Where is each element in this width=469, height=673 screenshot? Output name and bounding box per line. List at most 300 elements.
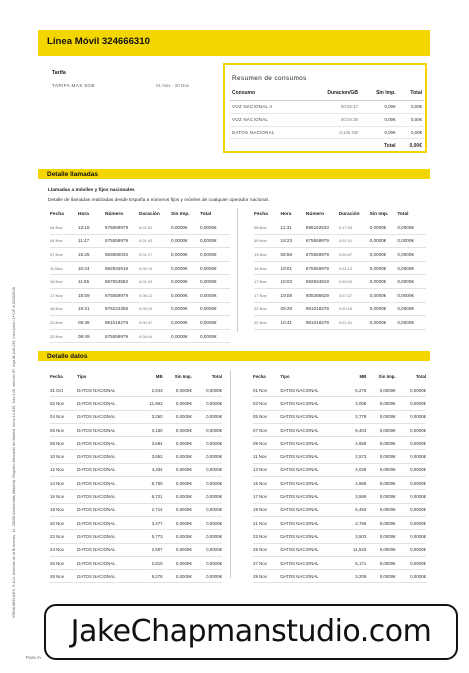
data-cell: 0,0000€: [396, 410, 426, 423]
call-cell: 0,0000€: [397, 275, 426, 289]
data-cell: 0,0000€: [366, 477, 395, 490]
data-cell: 0,0000€: [163, 543, 192, 556]
data-cell: 04 Nov: [50, 410, 77, 423]
call-cell: 04 Nov: [50, 221, 78, 234]
call-cell: 687653582: [105, 275, 139, 289]
data-row: [50, 530, 222, 543]
llamadas-section-title: Detalle llamadas: [47, 170, 98, 178]
data-cell: 05 Nov: [253, 410, 280, 423]
call-cell: 07 Nov: [50, 248, 78, 262]
data-cell: 0,0000€: [396, 477, 426, 490]
data-cell: DATOS NACIONAL: [280, 397, 336, 410]
data-cell: 3,684: [132, 437, 162, 450]
data-cell: DATOS NACIONAL: [280, 490, 336, 503]
data-cell: 0,0000€: [366, 410, 395, 423]
data-cell: 02 Nov: [50, 397, 77, 410]
data-cell: 0,0000€: [163, 477, 192, 490]
data-cell: 0,0000€: [192, 516, 222, 529]
call-cell: 0,0000€: [370, 248, 398, 262]
resumen-cell: 0,00€: [398, 113, 424, 126]
call-cell: 09:36: [78, 316, 105, 330]
call-cell: 14 Nov: [254, 261, 281, 275]
data-cell: 12 Nov: [50, 463, 77, 476]
call-cell: 675224358: [105, 302, 139, 316]
data-cell: DATOS NACIONAL: [280, 463, 336, 476]
call-cell: 18:03: [281, 275, 306, 289]
data-cell: 0,0000€: [366, 543, 395, 556]
data-cell: 6,493: [336, 503, 366, 516]
data-cell: 0,0000€: [163, 423, 192, 436]
data-cell: 0,0000€: [396, 516, 426, 529]
call-cell: 11 Nov: [50, 261, 78, 275]
llamadas-subtitle: Llamadas a móviles y fijos nacionales: [48, 188, 135, 193]
data-row: [253, 423, 426, 436]
data-row: [253, 556, 426, 569]
call-cell: 08:56: [281, 248, 306, 262]
data-cell: 3,150: [132, 423, 162, 436]
call-cell: 09 Nov: [254, 234, 281, 248]
data-row: [253, 516, 426, 529]
call-row: [254, 316, 426, 330]
call-cell: 0,0000€: [171, 275, 200, 289]
data-cell: 29 Nov: [253, 570, 280, 583]
call-cell: 0:01:13: [339, 261, 370, 275]
call-cell: 675559979: [306, 248, 339, 262]
call-cell: 675559979: [105, 329, 139, 343]
data-cell: 4,029: [336, 463, 366, 476]
data-row: [50, 543, 222, 556]
data-cell: 28 Nov: [50, 570, 77, 583]
data-cell: 0,0000€: [192, 477, 222, 490]
call-cell: 04 Nov: [50, 234, 78, 248]
data-row: [253, 437, 426, 450]
data-cell: 0,0000€: [192, 437, 222, 450]
data-col-header: Sin Imp.: [174, 373, 192, 379]
data-row: [253, 410, 426, 423]
call-row: [50, 329, 230, 343]
call-cell: 22 Nov: [254, 316, 281, 330]
call-cell: 0,0000€: [370, 302, 398, 316]
data-cell: 21 Nov: [253, 516, 280, 529]
data-cell: 3,652: [132, 450, 162, 463]
call-cell: 0,0000€: [370, 275, 398, 289]
call-cell: 0:01:17: [139, 248, 171, 262]
call-row: [50, 302, 230, 316]
data-cell: 0,0000€: [192, 530, 222, 543]
data-row: [50, 556, 222, 569]
call-cell: 22 Nov: [50, 329, 78, 343]
call-cell: 0,0000€: [200, 302, 230, 316]
data-cell: 0,0000€: [163, 384, 192, 397]
data-cell: 3,008: [336, 397, 366, 410]
data-cell: 5,773: [132, 530, 162, 543]
data-cell: 4,334: [132, 463, 162, 476]
data-row: [50, 477, 222, 490]
call-cell: 22 Nov: [254, 302, 281, 316]
call-cell: 692934919: [105, 261, 139, 275]
call-row: [50, 275, 230, 289]
data-cell: 0,0000€: [163, 450, 192, 463]
call-row: [50, 248, 230, 262]
data-cell: DATOS NACIONAL: [280, 450, 336, 463]
data-cell: 03 Nov: [253, 397, 280, 410]
data-cell: 11 Nov: [253, 450, 280, 463]
resumen-row: [230, 113, 424, 126]
data-cell: 0,0000€: [192, 397, 222, 410]
data-cell: 0,0000€: [163, 556, 192, 569]
call-row: [254, 221, 426, 234]
data-col-header: Sin Imp.: [378, 373, 396, 379]
data-col-header: Fecha: [253, 373, 266, 379]
call-cell: 0:04:44: [139, 329, 171, 343]
call-cell: 0,0000€: [200, 288, 230, 302]
data-col-header: Fecha: [50, 373, 63, 379]
llamadas-description: Detalle de llamadas realizadas desde España a números fijos y móviles de cualquier operador nacional.: [48, 198, 270, 203]
data-col-header: Tipo: [280, 373, 290, 379]
legal-side-note: VIENA MOVILES, S.A.U. Avenida de la Brisneras, 14, 28108 Alcobendas (Madrid). Registro Mercantil de Madrid, tomo 14.835, folio 145, sección 8ª, hoja M-246.235, inscripción 1ª CIF A-82528548: [12, 287, 16, 618]
data-cell: 0,0000€: [366, 423, 395, 436]
call-cell: 0:00:19: [139, 261, 171, 275]
data-cell: DATOS NACIONAL: [280, 384, 336, 397]
datos-section-title: Detalle datos: [47, 352, 88, 360]
calls-col-header: Total: [397, 211, 409, 217]
resumen-cell: 0,00€: [360, 113, 398, 126]
data-row: [253, 397, 426, 410]
call-cell: 605395629: [306, 288, 339, 302]
call-row: [254, 234, 426, 248]
calls-header-row: [50, 207, 230, 221]
call-cell: 0,0000€: [171, 302, 200, 316]
resumen-table: [230, 87, 424, 152]
data-row: [253, 450, 426, 463]
resumen-row: [230, 101, 424, 114]
call-cell: 0,0000€: [370, 316, 398, 330]
data-cell: 18 Nov: [50, 503, 77, 516]
calls-col-header: Sin Imp.: [369, 211, 389, 217]
data-row: [253, 490, 426, 503]
data-row: [50, 450, 222, 463]
call-cell: 0:00:37: [139, 316, 171, 330]
call-cell: 0,0000€: [370, 221, 398, 234]
data-cell: 08 Nov: [50, 437, 77, 450]
data-cell: 19 Nov: [253, 503, 280, 516]
resumen-col-header: Consumo: [230, 87, 305, 101]
data-cell: DATOS NACIONAL: [77, 516, 132, 529]
call-cell: 0:00:23: [139, 302, 171, 316]
data-cell: 2,643: [132, 384, 162, 397]
data-row: [50, 463, 222, 476]
call-cell: 09:49: [78, 329, 105, 343]
data-cell: 0,0000€: [366, 516, 395, 529]
data-cell: DATOS NACIONAL: [77, 437, 132, 450]
call-cell: 0:00:00: [339, 275, 370, 289]
data-row: [50, 397, 222, 410]
calls-col-header: Duración: [338, 211, 360, 217]
call-cell: 0:01:31: [339, 234, 370, 248]
data-cell: 4,658: [336, 437, 366, 450]
data-cell: 6,721: [132, 490, 162, 503]
resumen-cell: 0,00€: [360, 101, 398, 114]
data-cell: 0,0000€: [192, 490, 222, 503]
call-cell: 961018278: [306, 316, 339, 330]
line-title: Línea Móvil 324666310: [47, 36, 150, 47]
calls-divider: [237, 208, 238, 332]
data-cell: 5,171: [336, 556, 366, 569]
data-cell: DATOS NACIONAL: [280, 503, 336, 516]
call-cell: 0:06:12: [139, 288, 171, 302]
watermark-text: JakeChapmanstudio.com: [70, 614, 432, 649]
data-cell: 0,0000€: [396, 384, 426, 397]
call-row: [254, 275, 426, 289]
call-row: [254, 261, 426, 275]
call-cell: 0,0000€: [397, 261, 426, 275]
data-cell: 9,278: [132, 570, 162, 583]
data-row: [253, 570, 426, 583]
call-cell: 18 Nov: [50, 302, 78, 316]
data-row: [253, 530, 426, 543]
data-row: [50, 423, 222, 436]
data-cell: 2,507: [132, 543, 162, 556]
calls-col-header: Hora: [280, 211, 292, 217]
call-row: [50, 261, 230, 275]
data-table-right: [253, 368, 426, 583]
data-cell: 0,0000€: [396, 570, 426, 583]
data-cell: 25 Nov: [253, 543, 280, 556]
data-cell: DATOS NACIONAL: [280, 570, 336, 583]
data-cell: 0,0000€: [366, 397, 395, 410]
data-cell: 22 Nov: [50, 530, 77, 543]
data-divider: [230, 370, 231, 578]
data-cell: 3,569: [336, 490, 366, 503]
call-cell: 19:08: [281, 288, 306, 302]
call-cell: 0,0000€: [397, 302, 426, 316]
data-cell: 8,760: [132, 477, 162, 490]
call-cell: 961018278: [306, 302, 339, 316]
call-cell: 17 Nov: [50, 288, 78, 302]
data-cell: 0,0000€: [163, 530, 192, 543]
call-cell: 0,0000€: [397, 316, 426, 330]
data-row: [253, 384, 426, 397]
call-cell: 0:00:57: [339, 248, 370, 262]
data-cell: DATOS NACIONAL: [77, 397, 132, 410]
resumen-cell: VOZ NACIONAL A: [230, 101, 305, 114]
data-row: [50, 570, 222, 583]
data-cell: 0,0000€: [396, 503, 426, 516]
data-cell: 31 Oct: [50, 384, 77, 397]
data-cell: 0,0000€: [396, 530, 426, 543]
data-cell: 0,0000€: [366, 490, 395, 503]
data-cell: 3,209: [336, 570, 366, 583]
calls-table-left: [50, 207, 230, 343]
call-row: [254, 288, 426, 302]
calls-header-row: [254, 207, 426, 221]
call-cell: 692934919: [306, 275, 339, 289]
call-cell: 675559979: [306, 261, 339, 275]
calls-col-header: Fecha: [50, 211, 64, 217]
data-row: [253, 463, 426, 476]
resumen-title: Resumen de consumos: [232, 75, 307, 82]
resumen-box: [223, 63, 427, 153]
call-cell: 0:07:37: [339, 288, 370, 302]
data-cell: 0,0000€: [163, 570, 192, 583]
tarifa-label: Tarifa: [52, 70, 66, 76]
data-row: [50, 384, 222, 397]
data-cell: 0,0000€: [163, 437, 192, 450]
resumen-total-label: Total: [383, 142, 396, 149]
call-cell: 0,0000€: [200, 234, 230, 248]
data-cell: DATOS NACIONAL: [77, 490, 132, 503]
call-cell: 0:01:43: [139, 234, 171, 248]
resumen-cell: 0,146 GB: [305, 126, 360, 139]
data-cell: 0,0000€: [192, 463, 222, 476]
call-cell: 11:47: [78, 234, 105, 248]
data-cell: DATOS NACIONAL: [77, 477, 132, 490]
call-row: [254, 248, 426, 262]
data-row: [50, 410, 222, 423]
data-cell: 0,0000€: [163, 516, 192, 529]
data-cell: DATOS NACIONAL: [77, 450, 132, 463]
data-cell: 26 Nov: [50, 556, 77, 569]
calls-col-header: Total: [200, 211, 212, 217]
data-cell: 0,0000€: [192, 543, 222, 556]
data-cell: 2,778: [336, 410, 366, 423]
data-cell: 09 Nov: [253, 437, 280, 450]
data-cell: DATOS NACIONAL: [280, 556, 336, 569]
call-cell: 11:31: [281, 221, 306, 234]
resumen-cell: 0,00€: [398, 126, 424, 139]
data-cell: 07 Nov: [253, 423, 280, 436]
data-cell: 0,0000€: [366, 463, 395, 476]
call-cell: 0,0000€: [171, 248, 200, 262]
call-row: [50, 288, 230, 302]
call-cell: 0,0000€: [200, 221, 230, 234]
call-cell: 695162533: [306, 221, 339, 234]
data-cell: 0,0000€: [192, 556, 222, 569]
call-cell: 06 Nov: [254, 221, 281, 234]
data-col-header: MB: [155, 373, 163, 379]
data-cell: 0,0000€: [396, 450, 426, 463]
data-cell: 11,533: [336, 543, 366, 556]
data-cell: 01 Nov: [253, 384, 280, 397]
data-cell: 0,0000€: [396, 437, 426, 450]
call-cell: 0,0000€: [397, 234, 426, 248]
data-cell: 27 Nov: [253, 556, 280, 569]
calls-col-header: Número: [305, 211, 325, 217]
call-cell: 0,0000€: [200, 275, 230, 289]
call-cell: 675559979: [105, 221, 139, 234]
data-cell: 0,0000€: [192, 384, 222, 397]
call-cell: 0,0000€: [397, 248, 426, 262]
data-cell: 0,0000€: [396, 490, 426, 503]
data-cell: 0,0000€: [163, 463, 192, 476]
resumen-cell: 0,00€: [398, 101, 424, 114]
data-cell: 0,0000€: [366, 384, 395, 397]
data-cell: 15 Nov: [253, 477, 280, 490]
data-cell: 0,0000€: [396, 543, 426, 556]
data-cell: DATOS NACIONAL: [77, 543, 132, 556]
call-cell: 19:01: [281, 261, 306, 275]
data-cell: 10 Nov: [50, 450, 77, 463]
data-cell: 0,0000€: [192, 570, 222, 583]
data-cell: DATOS NACIONAL: [77, 423, 132, 436]
resumen-total-spacer: [230, 139, 305, 152]
call-cell: 19:21: [78, 302, 105, 316]
data-cell: 0,0000€: [366, 503, 395, 516]
call-cell: 0:00:16: [339, 302, 370, 316]
data-cell: 3,503: [336, 530, 366, 543]
call-cell: 0,0000€: [397, 288, 426, 302]
data-cell: DATOS NACIONAL: [77, 384, 132, 397]
call-cell: 0,0000€: [171, 234, 200, 248]
data-row: [253, 477, 426, 490]
data-cell: 0,0000€: [396, 397, 426, 410]
data-cell: 23 Nov: [253, 530, 280, 543]
call-cell: 13 Nov: [254, 248, 281, 262]
call-cell: 18:23: [281, 234, 306, 248]
call-cell: 17 Nov: [254, 275, 281, 289]
data-cell: 3,796: [336, 516, 366, 529]
datos-section-bar: [38, 351, 430, 361]
data-row: [50, 503, 222, 516]
data-cell: 14 Nov: [50, 477, 77, 490]
call-cell: 11:55: [78, 275, 105, 289]
footer-text: Para m: [26, 655, 41, 660]
data-cell: 16 Nov: [50, 490, 77, 503]
call-cell: 0:01:43: [139, 275, 171, 289]
tarifa-period: 01 Nov - 30 Nov: [156, 83, 190, 88]
data-row: [253, 503, 426, 516]
data-row: [50, 516, 222, 529]
call-cell: 961018278: [105, 316, 139, 330]
call-cell: 0,0000€: [200, 316, 230, 330]
call-cell: 13:18: [78, 221, 105, 234]
data-cell: DATOS NACIONAL: [280, 543, 336, 556]
llamadas-section-bar: [38, 169, 430, 179]
data-cell: 0,0000€: [366, 530, 395, 543]
line-title-bar: [38, 30, 430, 56]
call-row: [50, 316, 230, 330]
data-cell: 0,0000€: [163, 410, 192, 423]
call-cell: 17 Nov: [254, 288, 281, 302]
data-cell: 0,0000€: [163, 490, 192, 503]
call-cell: 0,0000€: [370, 288, 398, 302]
data-row: [50, 437, 222, 450]
call-cell: 18:25: [78, 248, 105, 262]
resumen-cell: DATOS NACIONAL: [230, 126, 305, 139]
data-row: [253, 543, 426, 556]
data-cell: 4,868: [336, 477, 366, 490]
call-cell: 0,0000€: [171, 221, 200, 234]
call-cell: 16 Nov: [50, 275, 78, 289]
data-cell: 3,477: [132, 516, 162, 529]
call-cell: 0,0000€: [171, 288, 200, 302]
call-cell: 09:28: [281, 302, 306, 316]
call-cell: 675559979: [105, 288, 139, 302]
data-col-header: Total: [211, 373, 222, 379]
data-row: [50, 490, 222, 503]
data-cell: 2,573: [336, 450, 366, 463]
data-table-left: [50, 368, 222, 583]
calls-col-header: Sin Imp.: [171, 211, 190, 217]
data-cell: 2,810: [132, 556, 162, 569]
data-cell: 0,0000€: [366, 437, 395, 450]
data-cell: 17 Nov: [253, 490, 280, 503]
calls-col-header: Hora: [78, 211, 89, 217]
resumen-cell: 00:04:38: [305, 113, 360, 126]
resumen-col-header: Total: [398, 87, 424, 101]
resumen-row: [230, 126, 424, 139]
calls-col-header: Número: [105, 211, 124, 217]
